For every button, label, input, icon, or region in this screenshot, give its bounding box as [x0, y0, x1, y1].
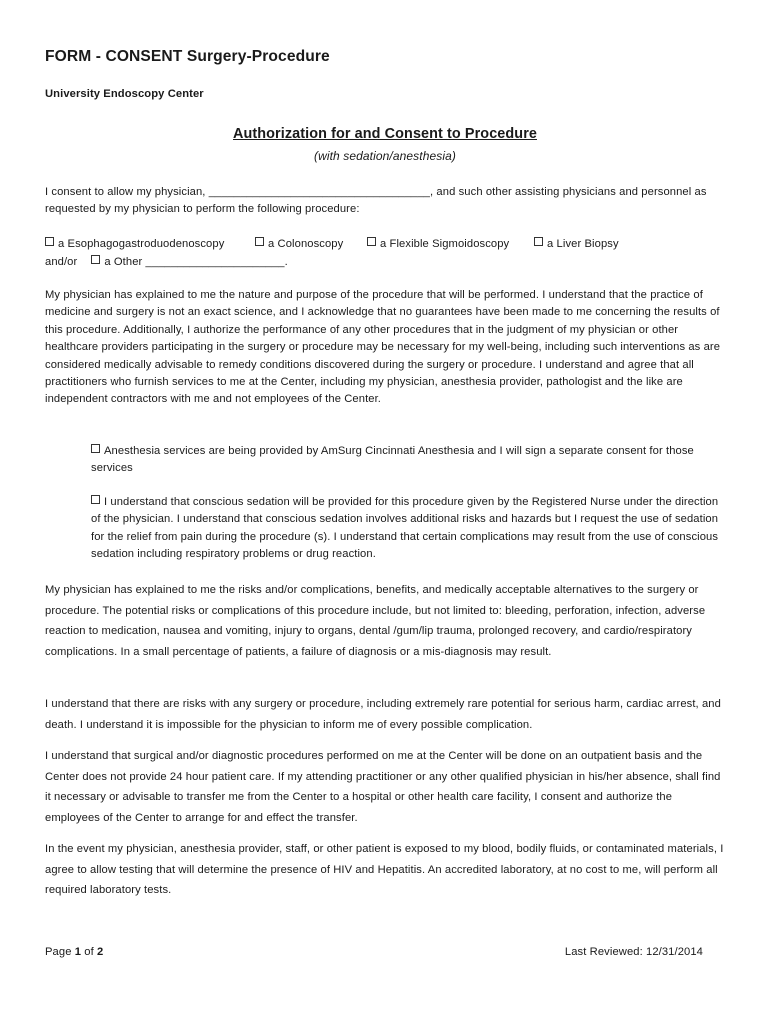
checkbox-icon[interactable] [45, 237, 54, 246]
outpatient-transfer-paragraph: I understand that surgical and/or diagnostic procedures performed on me at the Center will be done on an outpatient basis and the Center does not provide 24 hour patient care. If my attending practitioner or any other qualified physician in his/her absence, shall find it necessary or advisable to transfer me from the Center to a hospital or other health care facility, I consent and authorize the employees of the Center to arrange for and effect the transfer. [45, 750, 721, 824]
procedure-other-row [45, 254, 288, 271]
organization-name: University Endoscopy Center [45, 88, 204, 100]
procedure-option-egd[interactable]: a Esophagogastroduodenoscopy [45, 236, 224, 253]
procedure-option-colonoscopy[interactable]: a Colonoscopy [255, 236, 343, 253]
anesthesia-services-option[interactable]: Anesthesia services are being provided by AmSurg Cincinnati Anesthesia and I will sign a separate consent for those services [91, 445, 694, 475]
checkbox-icon[interactable] [534, 237, 543, 246]
form-title: FORM - CONSENT Surgery-Procedure [45, 48, 330, 65]
checkbox-icon[interactable] [367, 237, 376, 246]
page-number: Page 1 of 2 [45, 946, 104, 958]
page-current: 1 [74, 946, 82, 958]
risks-paragraph: My physician has explained to me the risks and/or complications, benefits, and medically acceptable alternatives to the surgery or procedure. The potential risks or complications of this procedure include, but not limited to: bleeding, perforation, infection, adverse reaction to medication, nausea and vomiting, injury to organs, dental /gum/lip trauma, prolonged recovery, and cardio/respiratory complications. In a small percentage of patients, a failure of diagnosis or a mis-diagnosis may result. [45, 584, 706, 658]
consent-subheading: (with sedation/anesthesia) [313, 149, 456, 163]
conscious-sedation-option[interactable]: I understand that conscious sedation will be provided for this procedure given by the Registered Nurse under the direction of the physician. I understand that conscious sedation involves additional risks and hazards but I request the use of sedation for the relief from pain during the procedure (s). I understand that certain complications may result from the use of conscious sedation including respiratory problems or drug reaction. [91, 496, 719, 561]
checkbox-icon[interactable] [91, 495, 100, 504]
rare-risks-paragraph: I understand that there are risks with any surgery or procedure, including extremely rare potential for serious harm, cardiac arrest, and death. I understand it is impossible for the physician to inform me of every possible complication. [45, 698, 721, 731]
consent-intro-paragraph [45, 184, 725, 219]
consent-intro-text-continued: , and such other assisting physicians and personnel as requested by my physician to perform the following procedure: [45, 186, 707, 216]
checkbox-icon[interactable] [91, 444, 100, 453]
last-reviewed-date: Last Reviewed: 12/31/2014 [564, 946, 703, 958]
procedure-option-other[interactable]: a Other ______________________. [91, 256, 288, 268]
checkbox-icon[interactable] [255, 237, 264, 246]
checkbox-icon[interactable] [91, 255, 100, 264]
procedure-option-liver-biopsy[interactable]: a Liver Biopsy [534, 236, 619, 253]
physician-name-blank[interactable]: ___________________________________ [208, 186, 431, 198]
and-or-label: and/or [45, 256, 78, 268]
page-total: 2 [97, 946, 104, 958]
procedure-explanation-paragraph: My physician has explained to me the nature and purpose of the procedure that will be performed. I understand that the practice of medicine and surgery is not an exact science, and I acknowledge that no guarantees have been made to me concerning the results of this procedure. Additionally, I authorize the performance of any other procedures that in the judgment of my physician or other healthcare providers participating in the surgery or procedure may be necessary for my well-being, including such interventions as are considered medically advisable to remedy conditions discovered during the surgery or procedure. I understand and agree that all practitioners who furnish services to me at the Center, including my physician, anesthesia provider, pathologist and the like are independent contractors with me and not employees of the Center. [45, 289, 721, 406]
exposure-testing-paragraph: In the event my physician, anesthesia provider, staff, or other patient is exposed to my blood, bodily fluids, or contaminated materials, I agree to allow testing that will determine the presence of HIV and Hepatitis. An accredited laboratory, at no cost to me, will perform all required laboratory tests. [45, 843, 724, 897]
procedure-option-sigmoidoscopy[interactable]: a Flexible Sigmoidoscopy [367, 236, 509, 253]
consent-heading: Authorization for and Consent to Procedure [232, 126, 537, 142]
consent-intro-text: I consent to allow my physician, [45, 186, 209, 198]
procedure-options [45, 236, 725, 253]
